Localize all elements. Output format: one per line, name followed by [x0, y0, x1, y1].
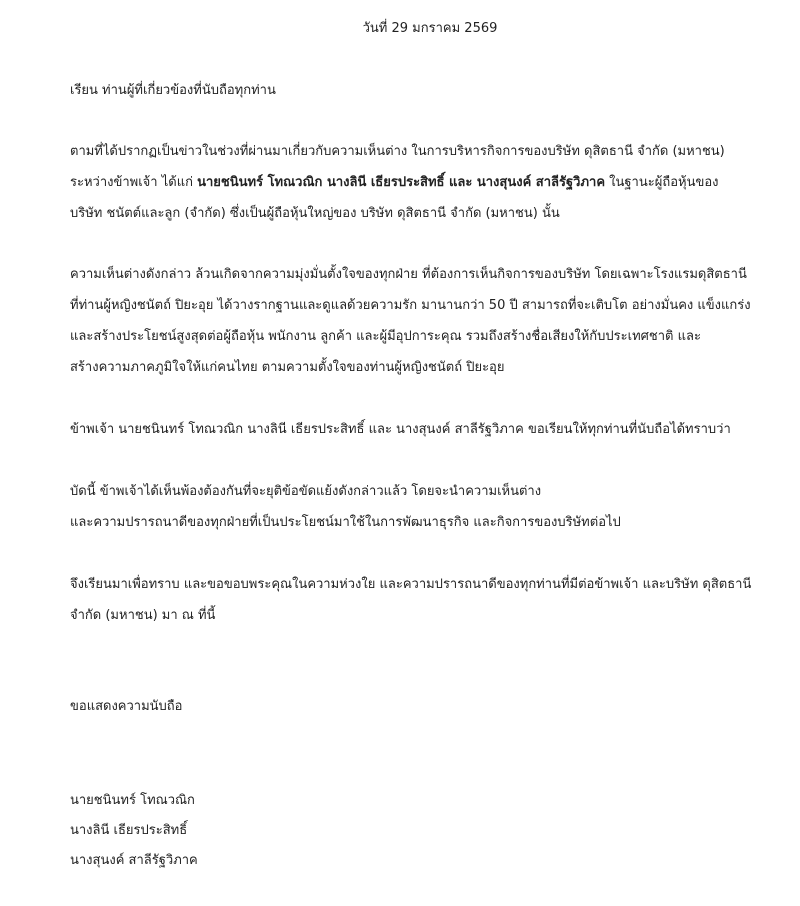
paragraph-1-names-bold: นายชนินทร์ โทณวณิก นางลินี เธียรประสิทธิ์ และ นางสุนงค์ สาลีรัฐวิภาค: [197, 175, 606, 190]
paragraph-4-line-1: บัดนี้ ข้าพเจ้าได้เห็นพ้องต้องกันที่จะยุติข้อขัดแย้งดังกล่าวแล้ว โดยจะนำความเห็นต่าง: [70, 484, 542, 499]
paragraph-1-line-2: [70, 172, 719, 194]
paragraph-5-line-2: จำกัด (มหาชน) มา ณ ที่นี้: [70, 608, 216, 623]
paragraph-3: ข้าพเจ้า นายชนินทร์ โทณวณิก นางลินี เธียรประสิทธิ์ และ นางสุนงค์ สาลีรัฐวิภาค ขอเรียนให้ทุกท่านที่นับถือได้ทราบว่า: [70, 422, 731, 437]
paragraph-1-line-2-prefix: ระหว่างข้าพเจ้า ได้แก่: [70, 175, 198, 190]
paragraph-1-line-2-suffix: ในฐานะผู้ถือหุ้นของ: [605, 175, 719, 190]
paragraph-2-line-2: ที่ท่านผู้หญิงชนัตถ์ ปิยะอุย ได้วางรากฐานและดูแลด้วยความรัก มานานกว่า 50 ปี สามารถที่จะเติบโต อย่างมั่นคง แข็งแกร่ง: [70, 298, 751, 313]
paragraph-4-line-2: และความปรารถนาดีของทุกฝ่ายที่เป็นประโยชน์มาใช้ในการพัฒนาธุรกิจ และกิจการของบริษัทต่อไป: [70, 515, 621, 530]
letter-date: วันที่ 29 มกราคม 2569: [362, 21, 498, 36]
signatory-2: นางลินี เธียรประสิทธิ์: [70, 823, 188, 838]
paragraph-1-line-1: ตามที่ได้ปรากฏเป็นข่าวในช่วงที่ผ่านมาเกี่ยวกับความเห็นต่าง ในการบริหารกิจการของบริษัท ดุสิตธานี จำกัด (มหาชน): [70, 144, 725, 159]
signatory-1: นายชนินทร์ โทณวณิก: [70, 793, 195, 808]
paragraph-1-line-3: บริษัท ชนัตต์และลูก (จำกัด) ซึ่งเป็นผู้ถือหุ้นใหญ่ของ บริษัท ดุสิตธานี จำกัด (มหาชน) นั้น: [70, 206, 560, 221]
closing-phrase: ขอแสดงความนับถือ: [70, 699, 183, 714]
paragraph-2-line-4: สร้างความภาคภูมิใจให้แก่คนไทย ตามความตั้งใจของท่านผู้หญิงชนัตถ์ ปิยะอุย: [70, 360, 505, 375]
salutation: เรียน ท่านผู้ที่เกี่ยวข้องที่นับถือทุกท่าน: [70, 83, 276, 98]
paragraph-2-line-1: ความเห็นต่างดังกล่าว ล้วนเกิดจากความมุ่งมั่นตั้งใจของทุกฝ่าย ที่ต้องการเห็นกิจการของบริษัท โดยเฉพาะโรงแรมดุสิตธานี: [70, 267, 747, 282]
paragraph-2-line-3: และสร้างประโยชน์สูงสุดต่อผู้ถือหุ้น พนักงาน ลูกค้า และผู้มีอุปการะคุณ รวมถึงสร้างชื่อเสียงให้กับประเทศชาติ และ: [70, 329, 701, 344]
paragraph-5-line-1: จึงเรียนมาเพื่อทราบ และขอขอบพระคุณในความห่วงใย และความปรารถนาดีของทุกท่านที่มีต่อข้าพเจ้า และบริษัท ดุสิตธานี: [70, 577, 752, 592]
signatory-3: นางสุนงค์ สาลีรัฐวิภาค: [70, 853, 198, 868]
